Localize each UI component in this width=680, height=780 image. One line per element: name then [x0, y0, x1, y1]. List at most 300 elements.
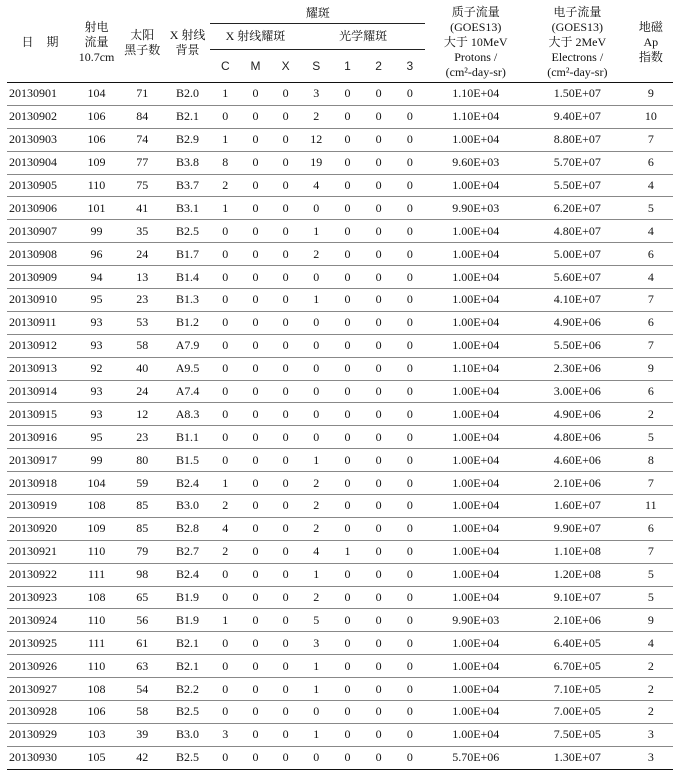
cell-date: 20130909: [7, 266, 73, 289]
cell-x: 0: [271, 586, 301, 609]
cell-proton-flux: 1.00E+04: [425, 472, 526, 495]
cell-x: 0: [271, 678, 301, 701]
cell-c: 0: [210, 426, 240, 449]
cell-radio-flux: 110: [73, 540, 119, 563]
cell-xray-bg: B2.5: [165, 220, 210, 243]
cell-c: 0: [210, 289, 240, 312]
cell-xray-bg: B2.5: [165, 746, 210, 769]
cell-opt-2: 0: [363, 403, 394, 426]
cell-opt-1: 0: [332, 632, 363, 655]
cell-opt-3: 0: [394, 540, 425, 563]
cell-opt-2: 0: [363, 380, 394, 403]
cell-sunspots: 56: [120, 609, 165, 632]
cell-date: 20130911: [7, 311, 73, 334]
table-row: [7, 334, 673, 357]
cell-date: 20130910: [7, 289, 73, 312]
table-row: [7, 289, 673, 312]
cell-proton-flux: 1.00E+04: [425, 723, 526, 746]
cell-c: 0: [210, 746, 240, 769]
cell-radio-flux: 95: [73, 289, 119, 312]
cell-opt-1: 0: [332, 403, 363, 426]
cell-proton-flux: 1.00E+04: [425, 655, 526, 678]
cell-x: 0: [271, 311, 301, 334]
header-class-1: 1: [332, 50, 363, 83]
cell-date: 20130922: [7, 563, 73, 586]
cell-ap: 3: [629, 723, 673, 746]
cell-opt-3: 0: [394, 289, 425, 312]
table-row: [7, 678, 673, 701]
cell-m: 0: [240, 449, 270, 472]
cell-m: 0: [240, 723, 270, 746]
cell-opt-2: 0: [363, 746, 394, 769]
cell-opt-3: 0: [394, 403, 425, 426]
cell-opt-1: 0: [332, 586, 363, 609]
cell-opt-2: 0: [363, 495, 394, 518]
cell-proton-flux: 1.00E+04: [425, 449, 526, 472]
cell-radio-flux: 101: [73, 197, 119, 220]
cell-opt-1: 0: [332, 220, 363, 243]
cell-electron-flux: 6.40E+05: [526, 632, 629, 655]
cell-opt-1: 0: [332, 243, 363, 266]
header-class-m: M: [240, 50, 270, 83]
cell-electron-flux: 5.60E+07: [526, 266, 629, 289]
cell-sunspots: 42: [120, 746, 165, 769]
cell-radio-flux: 104: [73, 472, 119, 495]
cell-date: 20130921: [7, 540, 73, 563]
cell-opt-2: 0: [363, 266, 394, 289]
cell-radio-flux: 108: [73, 495, 119, 518]
cell-ap: 6: [629, 380, 673, 403]
cell-date: 20130908: [7, 243, 73, 266]
cell-electron-flux: 2.10E+06: [526, 609, 629, 632]
cell-opt-1: 0: [332, 311, 363, 334]
cell-m: 0: [240, 105, 270, 128]
cell-opt-3: 0: [394, 266, 425, 289]
cell-ap: 5: [629, 197, 673, 220]
cell-m: 0: [240, 243, 270, 266]
cell-c: 0: [210, 266, 240, 289]
cell-m: 0: [240, 632, 270, 655]
cell-date: 20130901: [7, 83, 73, 106]
cell-radio-flux: 109: [73, 151, 119, 174]
header-class-3: 3: [394, 50, 425, 83]
cell-radio-flux: 92: [73, 357, 119, 380]
cell-radio-flux: 110: [73, 655, 119, 678]
cell-c: 0: [210, 334, 240, 357]
cell-electron-flux: 9.90E+07: [526, 517, 629, 540]
cell-electron-flux: 1.50E+07: [526, 83, 629, 106]
cell-electron-flux: 9.40E+07: [526, 105, 629, 128]
cell-m: 0: [240, 311, 270, 334]
cell-s: 3: [301, 83, 332, 106]
cell-proton-flux: 1.00E+04: [425, 289, 526, 312]
cell-m: 0: [240, 426, 270, 449]
cell-x: 0: [271, 517, 301, 540]
cell-m: 0: [240, 174, 270, 197]
cell-opt-2: 0: [363, 105, 394, 128]
cell-electron-flux: 5.00E+07: [526, 243, 629, 266]
cell-electron-flux: 7.00E+05: [526, 701, 629, 724]
cell-opt-2: 0: [363, 723, 394, 746]
cell-s: 2: [301, 517, 332, 540]
cell-sunspots: 12: [120, 403, 165, 426]
cell-x: 0: [271, 609, 301, 632]
table-row: [7, 472, 673, 495]
cell-x: 0: [271, 289, 301, 312]
cell-opt-3: 0: [394, 380, 425, 403]
cell-proton-flux: 9.90E+03: [425, 609, 526, 632]
cell-m: 0: [240, 289, 270, 312]
cell-c: 0: [210, 105, 240, 128]
cell-xray-bg: B2.8: [165, 517, 210, 540]
cell-sunspots: 98: [120, 563, 165, 586]
cell-radio-flux: 106: [73, 105, 119, 128]
cell-opt-3: 0: [394, 586, 425, 609]
table-row: [7, 128, 673, 151]
cell-c: 1: [210, 197, 240, 220]
cell-opt-1: 0: [332, 380, 363, 403]
cell-opt-3: 0: [394, 105, 425, 128]
cell-electron-flux: 4.60E+06: [526, 449, 629, 472]
cell-date: 20130916: [7, 426, 73, 449]
cell-opt-3: 0: [394, 449, 425, 472]
cell-opt-2: 0: [363, 632, 394, 655]
cell-s: 0: [301, 266, 332, 289]
cell-date: 20130926: [7, 655, 73, 678]
cell-opt-2: 0: [363, 311, 394, 334]
cell-c: 1: [210, 609, 240, 632]
cell-ap: 9: [629, 357, 673, 380]
cell-ap: 6: [629, 311, 673, 334]
cell-electron-flux: 1.60E+07: [526, 495, 629, 518]
cell-s: 1: [301, 723, 332, 746]
cell-radio-flux: 111: [73, 632, 119, 655]
cell-opt-2: 0: [363, 449, 394, 472]
cell-m: 0: [240, 701, 270, 724]
cell-xray-bg: B1.4: [165, 266, 210, 289]
cell-opt-2: 0: [363, 357, 394, 380]
cell-ap: 7: [629, 289, 673, 312]
cell-xray-bg: B2.1: [165, 655, 210, 678]
header-xray-background: X 射线 背景: [165, 3, 210, 83]
cell-x: 0: [271, 403, 301, 426]
cell-ap: 9: [629, 609, 673, 632]
cell-m: 0: [240, 563, 270, 586]
cell-sunspots: 85: [120, 517, 165, 540]
table-row: [7, 746, 673, 769]
cell-sunspots: 71: [120, 83, 165, 106]
cell-c: 0: [210, 380, 240, 403]
cell-m: 0: [240, 380, 270, 403]
solar-activity-table: [7, 3, 673, 770]
cell-sunspots: 24: [120, 380, 165, 403]
header-class-2: 2: [363, 50, 394, 83]
cell-opt-1: 0: [332, 449, 363, 472]
cell-ap: 9: [629, 83, 673, 106]
cell-radio-flux: 94: [73, 266, 119, 289]
cell-date: 20130927: [7, 678, 73, 701]
cell-electron-flux: 6.20E+07: [526, 197, 629, 220]
cell-m: 0: [240, 220, 270, 243]
table-row: [7, 151, 673, 174]
cell-c: 0: [210, 311, 240, 334]
cell-c: 0: [210, 678, 240, 701]
cell-proton-flux: 1.00E+04: [425, 678, 526, 701]
cell-sunspots: 74: [120, 128, 165, 151]
cell-c: 8: [210, 151, 240, 174]
cell-s: 0: [301, 311, 332, 334]
cell-electron-flux: 1.10E+08: [526, 540, 629, 563]
cell-ap: 4: [629, 632, 673, 655]
cell-opt-3: 0: [394, 334, 425, 357]
cell-m: 0: [240, 540, 270, 563]
cell-xray-bg: B1.2: [165, 311, 210, 334]
cell-ap: 4: [629, 266, 673, 289]
cell-opt-2: 0: [363, 701, 394, 724]
cell-x: 0: [271, 105, 301, 128]
cell-xray-bg: A7.4: [165, 380, 210, 403]
cell-electron-flux: 2.30E+06: [526, 357, 629, 380]
cell-xray-bg: B1.7: [165, 243, 210, 266]
cell-opt-3: 0: [394, 609, 425, 632]
cell-sunspots: 53: [120, 311, 165, 334]
cell-proton-flux: 1.00E+04: [425, 426, 526, 449]
cell-opt-1: 0: [332, 357, 363, 380]
cell-s: 0: [301, 701, 332, 724]
cell-xray-bg: B2.4: [165, 472, 210, 495]
cell-opt-3: 0: [394, 472, 425, 495]
cell-x: 0: [271, 266, 301, 289]
table-row: [7, 426, 673, 449]
cell-proton-flux: 1.00E+04: [425, 174, 526, 197]
cell-proton-flux: 1.00E+04: [425, 334, 526, 357]
cell-radio-flux: 108: [73, 678, 119, 701]
cell-date: 20130918: [7, 472, 73, 495]
cell-date: 20130923: [7, 586, 73, 609]
cell-c: 0: [210, 243, 240, 266]
cell-sunspots: 65: [120, 586, 165, 609]
cell-sunspots: 41: [120, 197, 165, 220]
cell-radio-flux: 104: [73, 83, 119, 106]
cell-xray-bg: A8.3: [165, 403, 210, 426]
table-row: [7, 403, 673, 426]
cell-opt-3: 0: [394, 746, 425, 769]
cell-m: 0: [240, 609, 270, 632]
cell-proton-flux: 1.00E+04: [425, 380, 526, 403]
cell-opt-3: 0: [394, 655, 425, 678]
cell-date: 20130929: [7, 723, 73, 746]
table-row: [7, 105, 673, 128]
cell-electron-flux: 8.80E+07: [526, 128, 629, 151]
cell-s: 19: [301, 151, 332, 174]
cell-proton-flux: 1.10E+04: [425, 105, 526, 128]
cell-ap: 7: [629, 472, 673, 495]
cell-electron-flux: 5.50E+07: [526, 174, 629, 197]
cell-s: 0: [301, 197, 332, 220]
cell-opt-2: 0: [363, 334, 394, 357]
cell-opt-1: 0: [332, 197, 363, 220]
cell-opt-1: 0: [332, 609, 363, 632]
table-row: [7, 174, 673, 197]
cell-opt-1: 0: [332, 266, 363, 289]
header-class-c: C: [210, 50, 240, 83]
cell-c: 0: [210, 632, 240, 655]
cell-ap: 6: [629, 243, 673, 266]
table-row: [7, 83, 673, 106]
cell-opt-1: 0: [332, 105, 363, 128]
cell-s: 2: [301, 586, 332, 609]
cell-ap: 6: [629, 151, 673, 174]
cell-ap: 5: [629, 426, 673, 449]
cell-opt-1: 0: [332, 289, 363, 312]
cell-m: 0: [240, 128, 270, 151]
table-row: [7, 632, 673, 655]
cell-x: 0: [271, 243, 301, 266]
cell-c: 0: [210, 357, 240, 380]
cell-date: 20130913: [7, 357, 73, 380]
cell-opt-1: 0: [332, 334, 363, 357]
table-row: [7, 517, 673, 540]
cell-electron-flux: 1.20E+08: [526, 563, 629, 586]
cell-date: 20130907: [7, 220, 73, 243]
cell-x: 0: [271, 380, 301, 403]
cell-opt-1: 0: [332, 746, 363, 769]
cell-x: 0: [271, 563, 301, 586]
cell-radio-flux: 103: [73, 723, 119, 746]
cell-opt-2: 0: [363, 609, 394, 632]
cell-opt-2: 0: [363, 426, 394, 449]
cell-x: 0: [271, 128, 301, 151]
cell-radio-flux: 110: [73, 609, 119, 632]
table-row: [7, 563, 673, 586]
cell-m: 0: [240, 472, 270, 495]
cell-s: 1: [301, 449, 332, 472]
header-flares: 耀斑: [210, 3, 425, 24]
cell-opt-3: 0: [394, 311, 425, 334]
cell-radio-flux: 93: [73, 380, 119, 403]
cell-ap: 4: [629, 220, 673, 243]
header-electron-flux: 电子流量 (GOES13) 大于 2MeV Electrons / (cm²-day-sr): [526, 3, 629, 83]
cell-x: 0: [271, 472, 301, 495]
cell-electron-flux: 7.50E+05: [526, 723, 629, 746]
cell-proton-flux: 1.00E+04: [425, 632, 526, 655]
cell-c: 1: [210, 128, 240, 151]
cell-m: 0: [240, 517, 270, 540]
cell-x: 0: [271, 655, 301, 678]
table-header: [7, 3, 673, 83]
cell-date: 20130920: [7, 517, 73, 540]
cell-date: 20130925: [7, 632, 73, 655]
cell-opt-2: 0: [363, 678, 394, 701]
cell-sunspots: 58: [120, 334, 165, 357]
cell-opt-3: 0: [394, 495, 425, 518]
cell-x: 0: [271, 495, 301, 518]
cell-opt-2: 0: [363, 197, 394, 220]
cell-electron-flux: 4.10E+07: [526, 289, 629, 312]
cell-opt-3: 0: [394, 632, 425, 655]
cell-m: 0: [240, 678, 270, 701]
header-xray-flares: X 射线耀斑: [210, 24, 301, 50]
cell-radio-flux: 108: [73, 586, 119, 609]
table-row: [7, 243, 673, 266]
cell-s: 4: [301, 540, 332, 563]
cell-proton-flux: 1.00E+04: [425, 495, 526, 518]
table-row: [7, 586, 673, 609]
cell-xray-bg: B1.9: [165, 609, 210, 632]
cell-radio-flux: 95: [73, 426, 119, 449]
cell-radio-flux: 110: [73, 174, 119, 197]
cell-opt-1: 0: [332, 723, 363, 746]
cell-m: 0: [240, 655, 270, 678]
cell-m: 0: [240, 403, 270, 426]
cell-radio-flux: 93: [73, 334, 119, 357]
cell-ap: 8: [629, 449, 673, 472]
cell-proton-flux: 1.10E+04: [425, 357, 526, 380]
cell-ap: 2: [629, 678, 673, 701]
cell-opt-1: 1: [332, 540, 363, 563]
cell-opt-1: 0: [332, 701, 363, 724]
cell-sunspots: 79: [120, 540, 165, 563]
cell-proton-flux: 1.00E+04: [425, 128, 526, 151]
cell-sunspots: 24: [120, 243, 165, 266]
cell-electron-flux: 2.10E+06: [526, 472, 629, 495]
cell-c: 0: [210, 563, 240, 586]
table-row: [7, 380, 673, 403]
cell-m: 0: [240, 197, 270, 220]
cell-opt-1: 0: [332, 151, 363, 174]
cell-opt-1: 0: [332, 563, 363, 586]
cell-opt-2: 0: [363, 151, 394, 174]
cell-xray-bg: B1.3: [165, 289, 210, 312]
cell-ap: 3: [629, 746, 673, 769]
cell-date: 20130915: [7, 403, 73, 426]
cell-xray-bg: B3.0: [165, 723, 210, 746]
cell-m: 0: [240, 151, 270, 174]
cell-opt-3: 0: [394, 83, 425, 106]
cell-radio-flux: 105: [73, 746, 119, 769]
cell-sunspots: 58: [120, 701, 165, 724]
cell-proton-flux: 1.00E+04: [425, 517, 526, 540]
cell-s: 2: [301, 495, 332, 518]
cell-x: 0: [271, 540, 301, 563]
cell-opt-1: 0: [332, 655, 363, 678]
cell-opt-1: 0: [332, 128, 363, 151]
cell-ap: 10: [629, 105, 673, 128]
cell-ap: 7: [629, 128, 673, 151]
cell-opt-3: 0: [394, 723, 425, 746]
cell-opt-1: 0: [332, 678, 363, 701]
cell-sunspots: 63: [120, 655, 165, 678]
table-row: [7, 449, 673, 472]
header-class-x: X: [271, 50, 301, 83]
cell-date: 20130914: [7, 380, 73, 403]
cell-sunspots: 77: [120, 151, 165, 174]
cell-proton-flux: 1.10E+04: [425, 83, 526, 106]
cell-opt-2: 0: [363, 83, 394, 106]
cell-sunspots: 35: [120, 220, 165, 243]
cell-xray-bg: B3.0: [165, 495, 210, 518]
cell-x: 0: [271, 83, 301, 106]
cell-proton-flux: 5.70E+06: [425, 746, 526, 769]
cell-xray-bg: B3.7: [165, 174, 210, 197]
cell-proton-flux: 1.00E+04: [425, 243, 526, 266]
cell-opt-1: 0: [332, 472, 363, 495]
cell-xray-bg: B2.0: [165, 83, 210, 106]
cell-c: 0: [210, 586, 240, 609]
table-row: [7, 311, 673, 334]
table-row: [7, 609, 673, 632]
cell-s: 2: [301, 105, 332, 128]
